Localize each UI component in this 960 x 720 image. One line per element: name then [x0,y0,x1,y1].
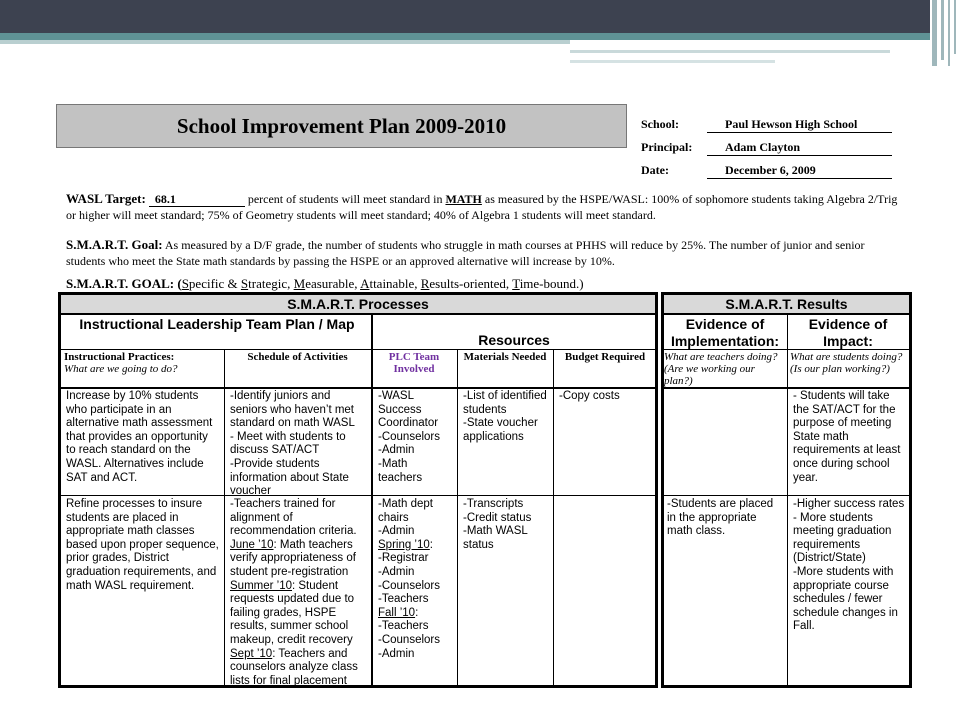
table-rule [58,349,658,350]
materials-col-header [459,351,551,363]
smart-word: trategic, [248,276,294,291]
budget-col-title: Budget Required [564,351,646,363]
row1-plc-team: -WASL Success Coordinator -Counselors -Admin -Math teachers [378,390,440,484]
date-value: December 6, 2009 [707,163,892,179]
impl-col-question: What are teachers doing? (Are we working our plan?) [664,351,778,387]
smart-letter: R [420,276,430,291]
practices-col-question: What are we going to do? [64,363,178,375]
impact-col-header [790,351,908,375]
row2-materials: -Transcripts -Credit status -Math WASL status [463,498,532,551]
smart-definition-label: S.M.A.R.T. GOAL: ( [66,276,182,291]
smart-letter: T [512,276,520,291]
slide-light-stripe [0,40,570,44]
plan-title-box [56,104,627,148]
ilt-header: Instructional Leadership Team Plan / Map [79,316,355,332]
schedule-date-label: Sept ’10 [230,647,273,660]
plc-list: : -Registrar -Admin -Counselors -Teachers [378,538,440,606]
smart-plan-table [58,292,912,688]
plc-season-label: Fall ’10 [378,606,416,619]
row1-implementation [663,388,787,392]
plc-list: -Math dept chairs -Admin [378,498,433,538]
smart-letter: M [293,276,306,291]
slide-vertical-stripe [941,0,944,60]
date-info-row [641,163,892,179]
practices-col-header [64,351,222,375]
smart-letter: A [360,276,370,291]
wasl-target-label: WASL Target: [66,191,146,206]
row2-budget [555,496,655,500]
plc-col-header [373,351,455,375]
smart-goal-label: S.M.A.R.T. Goal: [66,237,163,252]
slide-light-stripe [570,60,775,63]
schedule-date-label: Summer ’10 [230,579,292,592]
slide-vertical-stripe [948,0,950,66]
schedule-col-title: Schedule of Activities [247,351,348,363]
plc-col-title: PLC Team Involved [388,351,440,375]
slide-vertical-stripe [932,0,937,66]
wasl-text-b: as measured by the HSPE/WASL: 100% of sophomore students taking Algebra 2/Trig or higher will meet standard; 75% of Geometry students will meet standard; 40% of Algebra 1 students will meet standard. [66,192,898,222]
results-header: S.M.A.R.T. Results [664,295,909,314]
impl-col-header [664,351,786,387]
row1-budget: -Copy costs [559,390,620,402]
smart-word: pecific & [188,276,241,291]
principal-value: Adam Clayton [707,140,892,156]
plc-season-label: Spring ’10 [378,538,430,551]
schedule-col-header [225,351,370,363]
plc-list: : -Teachers -Counselors -Admin [378,606,440,660]
principal-label: Principal: [641,140,693,154]
smart-goal-text: As measured by a D/F grade, the number of students who struggle in math courses at PHHS will reduce by 25%. The number of junior and senior students who meet the State math standards by passing the HSPE or an approved alternative will increase by 10%. [66,238,865,268]
school-value: Paul Hewson High School [707,117,892,133]
row1-materials: -List of identified students -State voucher applications [463,390,547,443]
row2-schedule [226,496,370,686]
slide-vertical-stripe [954,0,956,54]
slide-teal-stripe [0,33,930,40]
budget-col-header [555,351,655,363]
schedule-item: : Student requests updated due to failing grades, HSPE results, summer school makeup, credit recovery [230,579,355,646]
wasl-text-a: percent of students will meet standard in [244,192,446,206]
smart-letter: S [240,276,249,291]
table-rule [371,314,373,688]
evidence-impact-header: Evidence of Impact: [808,316,888,349]
table-rule [553,349,554,688]
slide-top-bar [0,0,930,33]
materials-col-title: Materials Needed [463,351,547,363]
row2-plc-team [374,496,458,663]
row1-schedule: -Identify juniors and seniors who haven’t met standard on math WASL - Meet with students to discuss SAT/ACT -Provide students information about State voucher [230,390,355,498]
impact-col-question: What are students doing? (Is our plan working?) [790,351,903,375]
table-rule [224,349,225,688]
slide-light-stripe [570,50,890,53]
resources-header: Resources [478,332,550,348]
schedule-intro: -Teachers trained for alignment of recommendation criteria. [230,498,357,538]
plan-title: School Improvement Plan 2009-2010 [176,113,507,138]
smart-goal-paragraph [66,237,906,269]
row2-implementation: -Students are placed in the appropriate math class. [667,498,774,538]
school-info-row [641,117,892,133]
smart-definition [66,276,906,292]
row1-practices: Increase by 10% students who participate in an alternative math assessment that provides an opportunity to reach standard on the WASL. Alternatives include SAT and ACT. [66,390,213,484]
row1-impact: - Students will take the SAT/ACT for the purpose of meeting State math requirements at least once during school year. [793,390,901,484]
wasl-subject: MATH [445,192,482,206]
processes-header: S.M.A.R.T. Processes [61,295,655,314]
smart-definition-close: ) [579,276,584,291]
row2-practices: Refine processes to insure students are placed in appropriate math classes based upon proper sequence, prior grades, District graduation requirements, and math WASL requirement. [66,498,219,592]
schedule-item: : Math teachers verify appropriateness of student pre-registration [230,538,356,578]
school-label: School: [641,117,680,131]
principal-info-row [641,140,892,156]
wasl-target-paragraph [66,191,906,223]
row2-impact: -Higher success rates - More students meeting graduation requirements (District/State) -More students with appropriate course schedules / fewer schedule changes in Fall. [793,498,905,633]
smart-word: esults-oriented, [429,276,513,291]
smart-letter: S [181,276,189,291]
table-rule [787,314,788,688]
practices-col-title: Instructional Practices: [64,351,175,363]
wasl-target-value: 68.1 [149,193,245,207]
smart-word: ttainable, [369,276,421,291]
schedule-item: : Teachers and counselors analyze class lists for final placement [230,647,358,686]
schedule-date-label: June ’10 [230,538,274,551]
evidence-implementation-header: Evidence of Implementation: [670,316,780,349]
date-label: Date: [641,163,669,177]
smart-word: ime-bound. [519,276,580,291]
smart-word: easurable, [305,276,361,291]
